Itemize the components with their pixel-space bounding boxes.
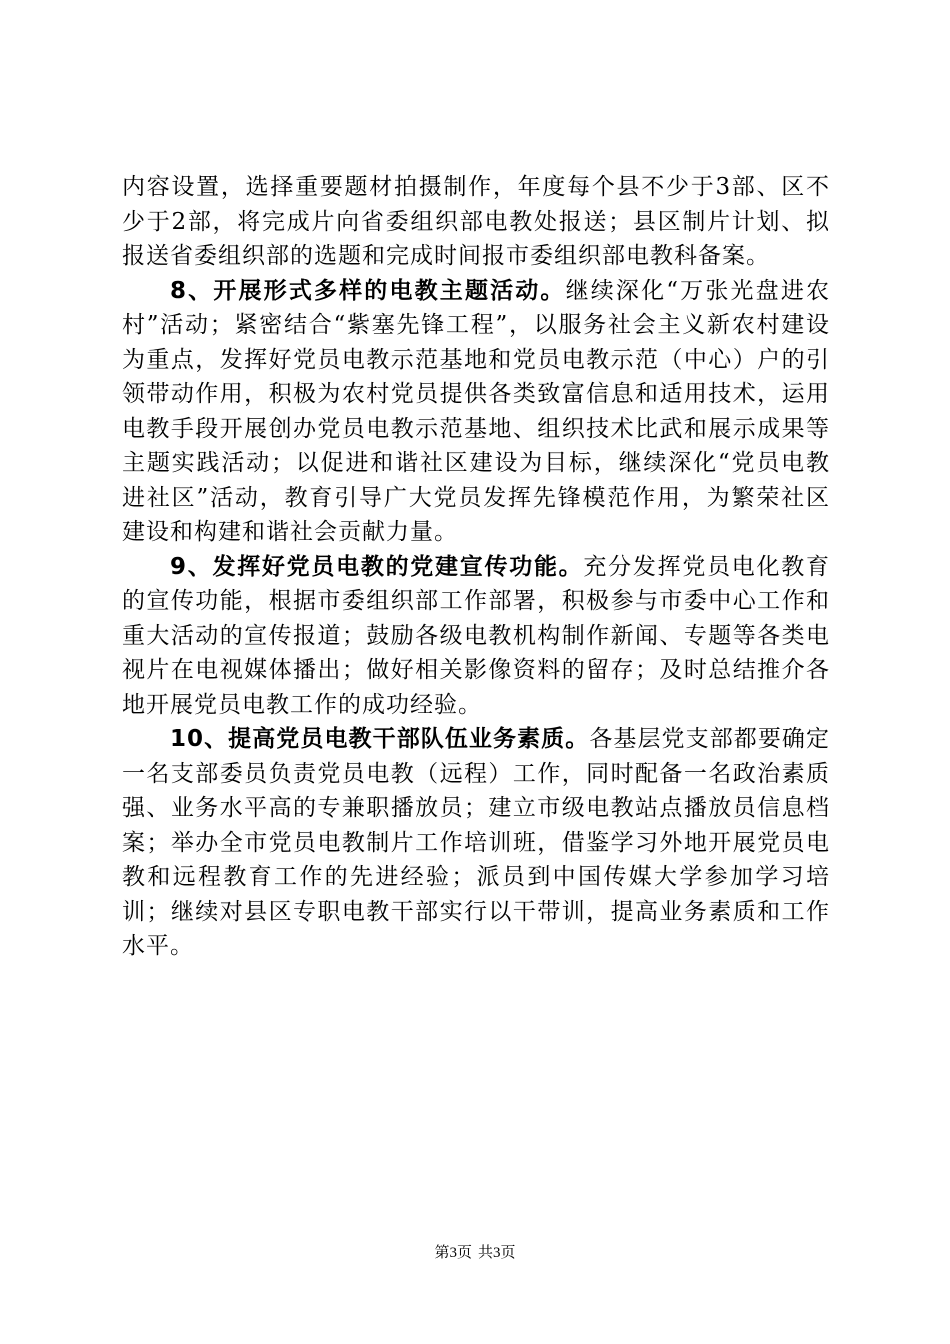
- paragraph-7-continued: [122, 170, 830, 274]
- paragraph-8: [122, 274, 830, 550]
- page-footer: [0, 1243, 950, 1263]
- paragraph-9: [122, 550, 830, 723]
- paragraph-10: [122, 722, 830, 964]
- paragraph-heading: 10、提高党员电教干部队伍业务素质。: [170, 726, 590, 752]
- paragraph-text: 充分发挥党员电化教育的宣传功能，根据市委组织部工作部署，积极参与市委中心工作和重大活动的宣传报道；鼓励各级电教机构制作新闻、专题等各类电视片在电视媒体播出；做好相关影像资料的留存；及时总结推介各地开展党员电教工作的成功经验。: [122, 553, 830, 718]
- page-number: 第3页: [434, 1245, 472, 1261]
- paragraph-text: 各基层党支部都要确定一名支部委员负责党员电教（远程）工作，同时配备一名政治素质强、业务水平高的专兼职播放员；建立市级电教站点播放员信息档案；举办全市党员电教制片工作培训班，借鉴学习外地开展党员电教和远程教育工作的先进经验；派员到中国传媒大学参加学习培训；继续对县区专职电教干部实行以干带训，提高业务素质和工作水平。: [122, 726, 830, 959]
- paragraph-heading: 8、开展形式多样的电教主题活动。: [170, 277, 566, 304]
- page-total: 共3页: [478, 1245, 516, 1261]
- document-body: [122, 170, 830, 964]
- paragraph-heading: 9、发挥好党员电教的党建宣传功能。: [170, 553, 584, 580]
- paragraph-text: 内容设置，选择重要题材拍摄制作，年度每个县不少于3部、区不少于2部，将完成片向省委组织部电教处报送；县区制片计划、拟报送省委组织部的选题和完成时间报市委组织部电教科备案。: [122, 174, 830, 269]
- paragraph-text: 继续深化“万张光盘进农村”活动；紧密结合“紫塞先锋工程”，以服务社会主义新农村建设为重点，发挥好党员电教示范基地和党员电教示范（中心）户的引领带动作用，积极为农村党员提供各类致富信息和适用技术，运用电教手段开展创办党员电教示范基地、组织技术比武和展示成果等主题实践活动；以促进和谐社区建设为目标，继续深化“党员电教进社区”活动，教育引导广大党员发挥先锋模范作用，为繁荣社区建设和构建和谐社会贡献力量。: [122, 277, 830, 545]
